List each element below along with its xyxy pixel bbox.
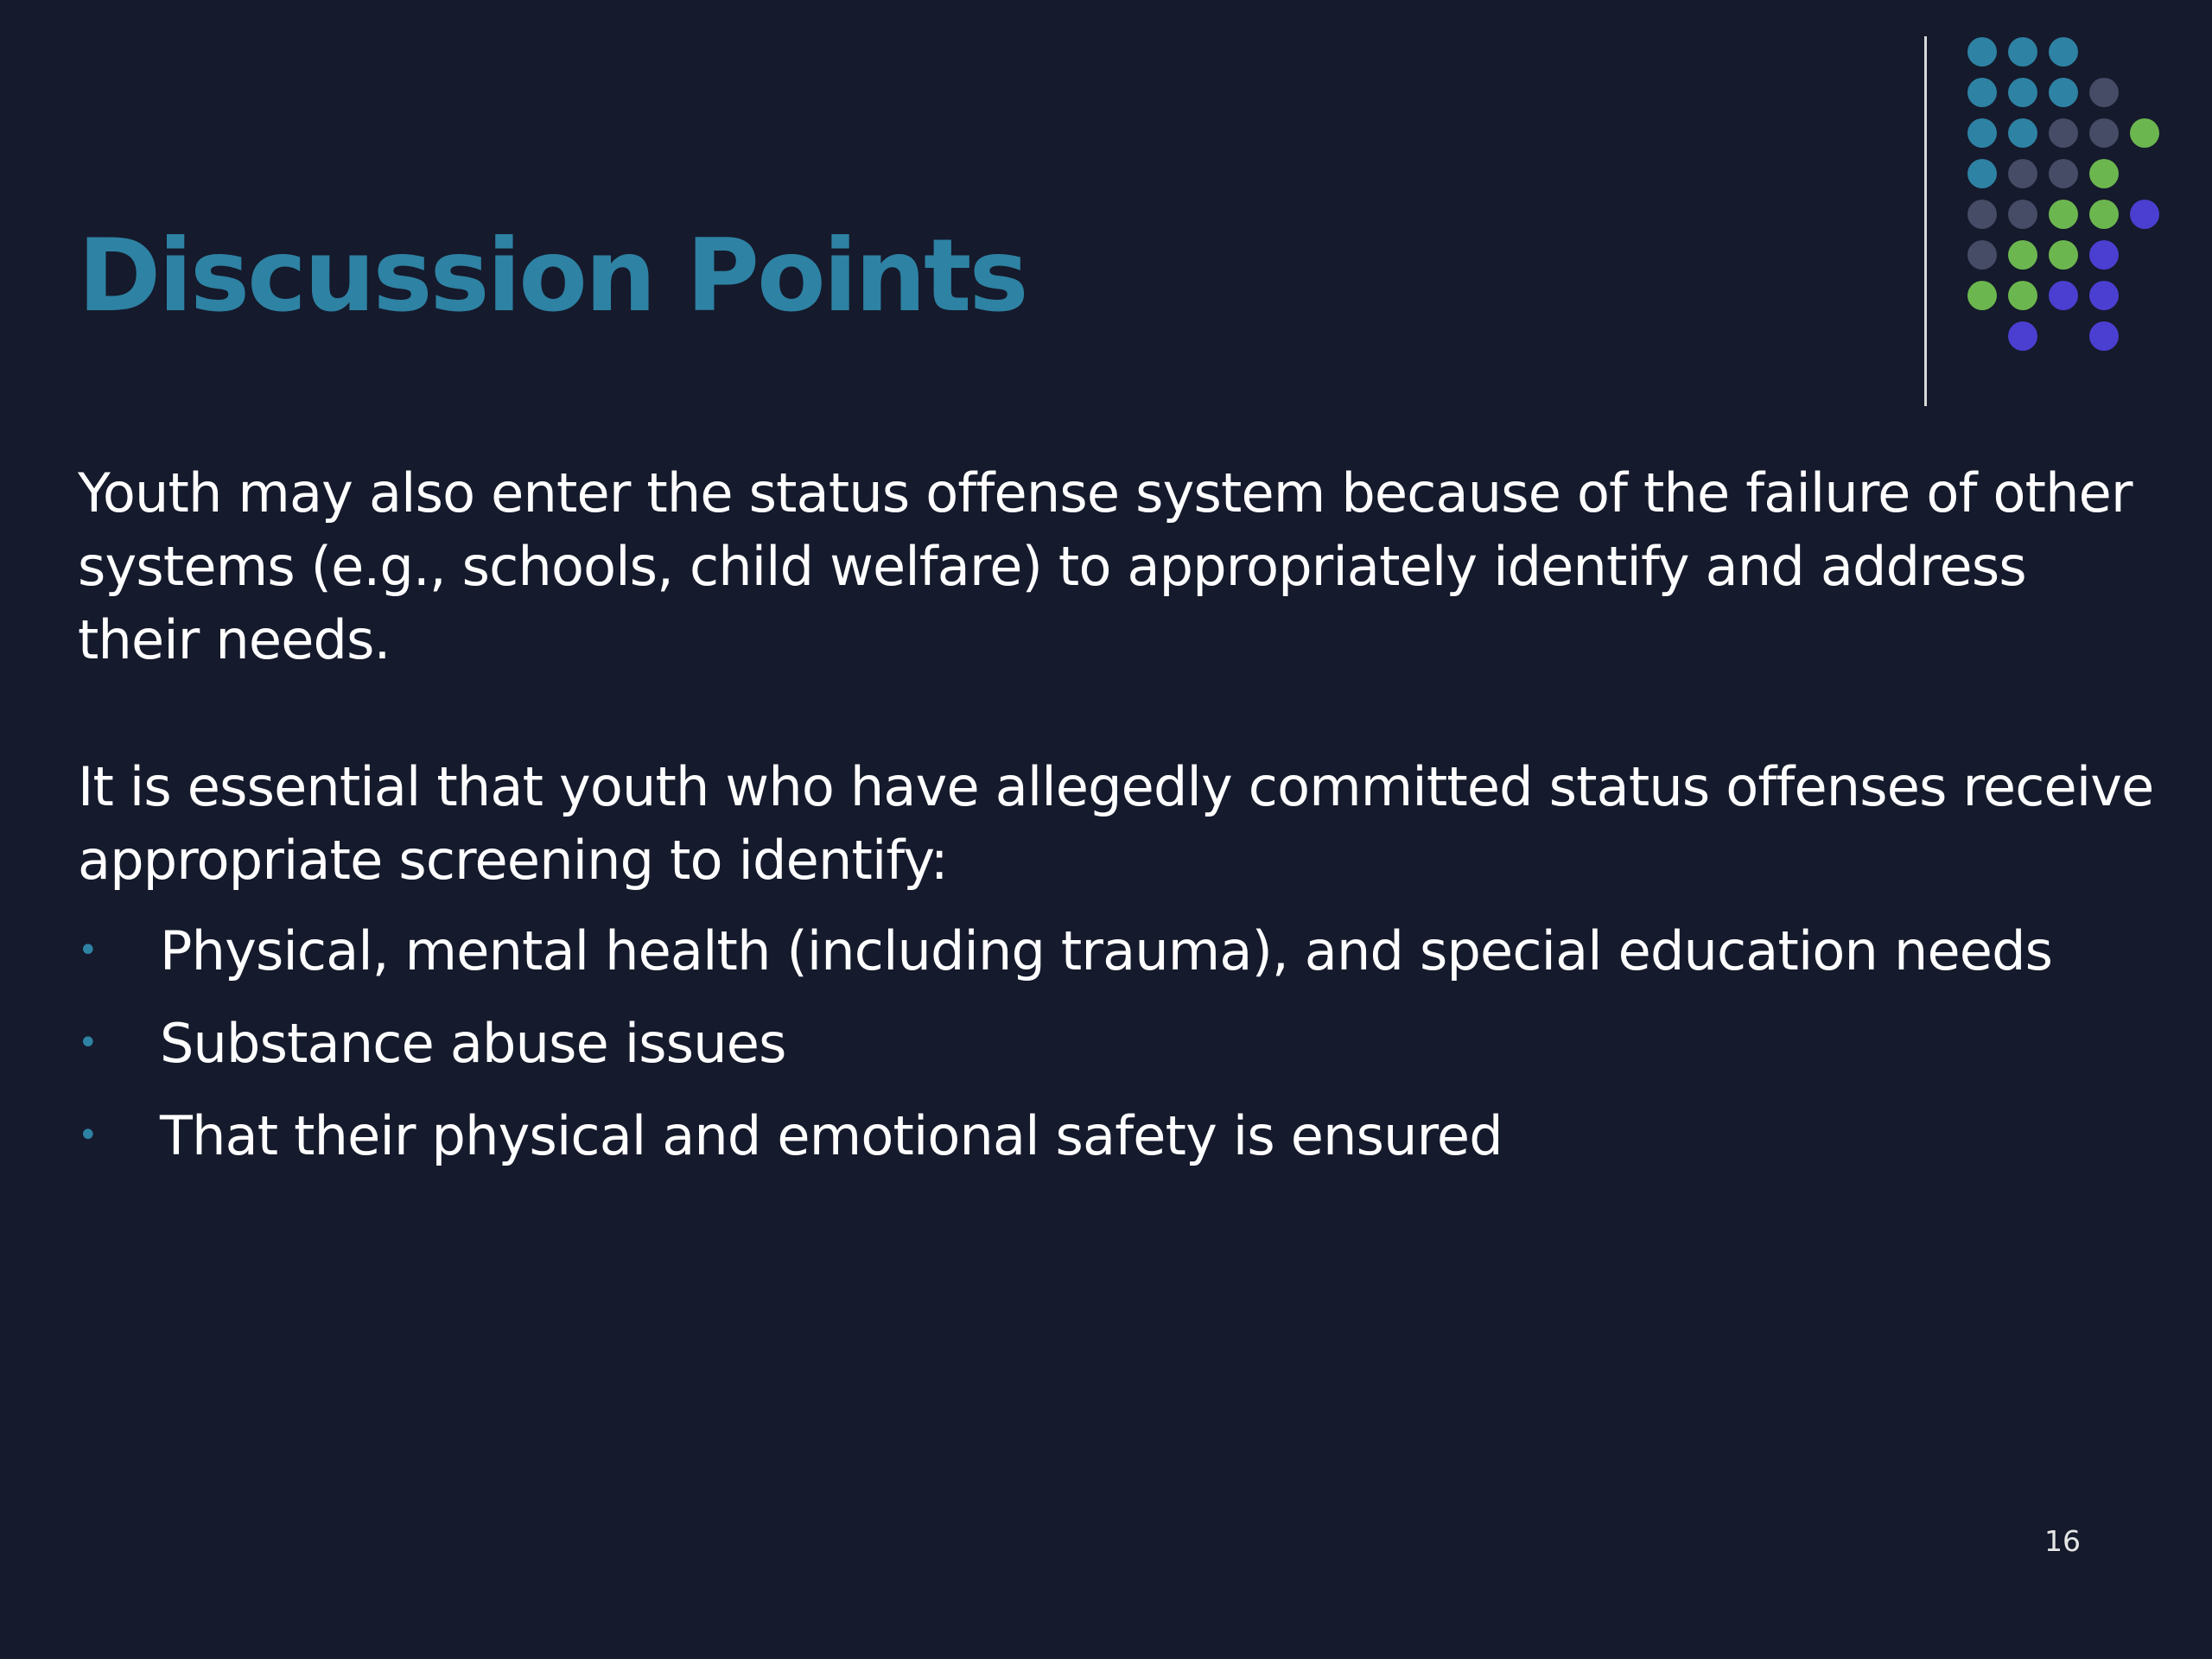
- decorative-dot: [2049, 78, 2078, 107]
- decorative-dot: [1967, 159, 1997, 188]
- decorative-dot: [2008, 37, 2037, 67]
- bullet-dot-icon: •: [78, 931, 98, 970]
- page-number: 16: [2044, 1524, 2081, 1558]
- decorative-dot: [1967, 37, 1997, 67]
- decorative-dot: [2049, 240, 2078, 270]
- decorative-dot: [2049, 37, 2078, 67]
- slide-title: Discussion Points: [78, 218, 1027, 334]
- bullet-text: Physical, mental health (including trauma), and special education needs: [160, 919, 2053, 982]
- decorative-dot: [1967, 281, 1997, 310]
- decorative-dot: [2049, 118, 2078, 148]
- decorative-dot: [2049, 159, 2078, 188]
- list-item: [78, 1099, 2160, 1173]
- decorative-dot: [2008, 159, 2037, 188]
- decorative-dot: [2130, 200, 2159, 229]
- decorative-dot: [2089, 281, 2119, 310]
- slide-body: [78, 456, 2160, 1192]
- bullet-dot-icon: •: [78, 1023, 98, 1063]
- decorative-dot: [2008, 118, 2037, 148]
- paragraph-screening: It is essential that youth who have allegedly committed status offenses receive appropriate screening to identify:: [78, 755, 2154, 892]
- decorative-dot: [1967, 118, 1997, 148]
- list-item: [78, 914, 2160, 988]
- decorative-dot: [2130, 118, 2159, 148]
- decorative-dot: [2008, 200, 2037, 229]
- decorative-dot: [2008, 78, 2037, 107]
- decorative-dot: [2008, 240, 2037, 270]
- paragraph-failure-of-systems: Youth may also enter the status offense system because of the failure of other systems (e.g., schools, child welfare) to appropriately identify and address their needs.: [78, 461, 2133, 671]
- bullet-text: Substance abuse issues: [160, 1012, 786, 1075]
- bullet-text: That their physical and emotional safety is ensured: [160, 1104, 1503, 1167]
- bullet-list: [78, 914, 2160, 1173]
- decorative-dot: [2008, 281, 2037, 310]
- decorative-dot: [2089, 118, 2119, 148]
- decorative-dot: [2049, 281, 2078, 310]
- decorative-dot: [2049, 200, 2078, 229]
- decorative-dot: [1967, 200, 1997, 229]
- decorative-dot: [1967, 78, 1997, 107]
- decorative-dot: [2089, 321, 2119, 351]
- decorative-dot: [2008, 321, 2037, 351]
- vertical-divider: [1924, 36, 1927, 406]
- decorative-dot: [2089, 240, 2119, 270]
- list-item: [78, 1007, 2160, 1080]
- decorative-dot: [2089, 78, 2119, 107]
- bullet-dot-icon: •: [78, 1116, 98, 1155]
- decorative-dot: [1967, 240, 1997, 270]
- decorative-dot: [2089, 200, 2119, 229]
- decorative-dot: [2089, 159, 2119, 188]
